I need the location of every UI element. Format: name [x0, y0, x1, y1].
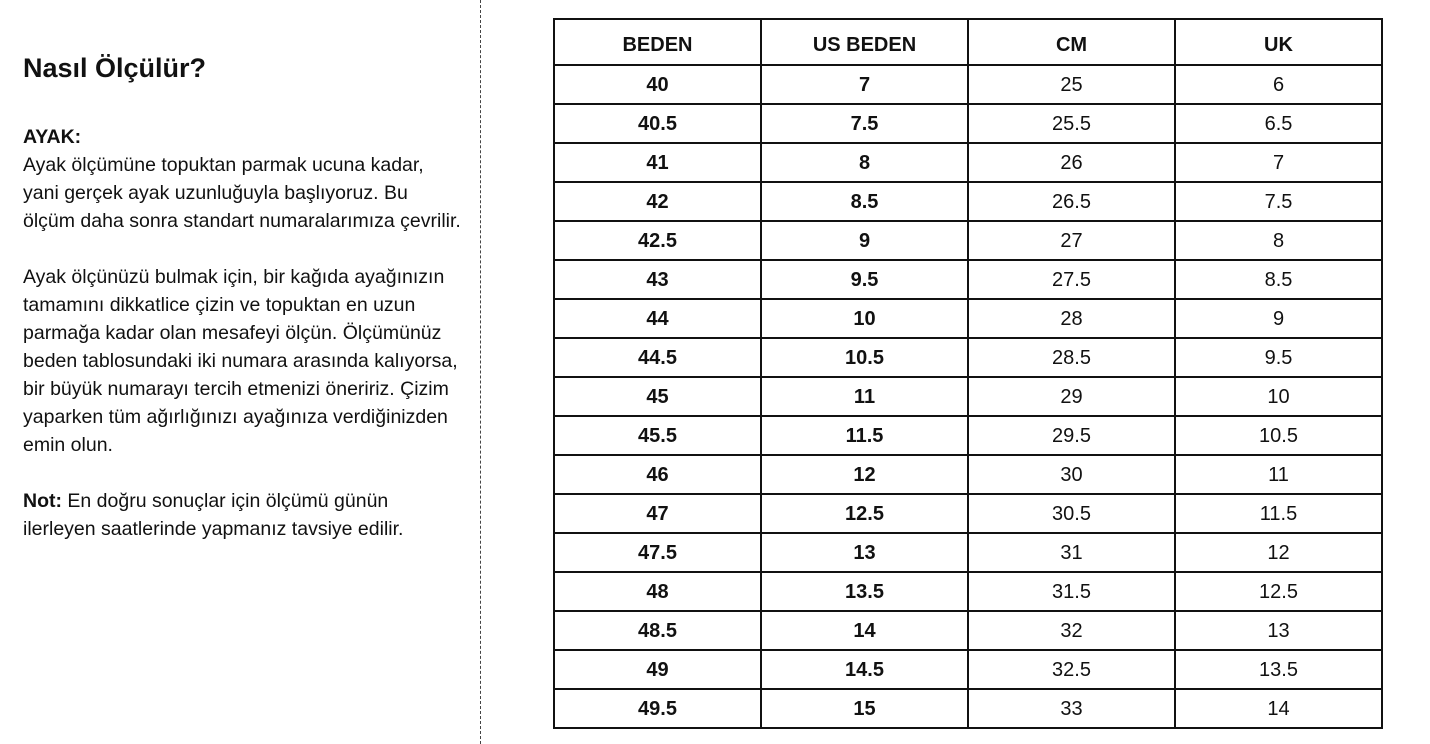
cell-beden: 48.5 [554, 611, 761, 650]
cell-us-beden: 12.5 [761, 494, 968, 533]
cell-beden: 41 [554, 143, 761, 182]
cell-beden: 49 [554, 650, 761, 689]
cell-uk: 13 [1175, 611, 1382, 650]
table-row [554, 182, 1382, 221]
table-row [554, 455, 1382, 494]
cell-cm: 29 [968, 377, 1175, 416]
table-row [554, 104, 1382, 143]
table-row [554, 299, 1382, 338]
cell-cm: 32.5 [968, 650, 1175, 689]
cell-beden: 47 [554, 494, 761, 533]
cell-us-beden: 7 [761, 65, 968, 104]
cell-cm: 27 [968, 221, 1175, 260]
cell-beden: 47.5 [554, 533, 761, 572]
cell-uk: 13.5 [1175, 650, 1382, 689]
table-row [554, 143, 1382, 182]
cell-cm: 30.5 [968, 494, 1175, 533]
cell-us-beden: 9.5 [761, 260, 968, 299]
note-label: Not: [23, 490, 62, 512]
cell-us-beden: 14 [761, 611, 968, 650]
table-row [554, 221, 1382, 260]
cell-us-beden: 10 [761, 299, 968, 338]
cell-uk: 11.5 [1175, 494, 1382, 533]
page-title: Nasıl Ölçülür? [23, 53, 207, 83]
table-row [554, 533, 1382, 572]
cell-cm: 26 [968, 143, 1175, 182]
table-body [554, 65, 1382, 728]
table-row [554, 338, 1382, 377]
cell-cm: 28.5 [968, 338, 1175, 377]
cell-cm: 33 [968, 689, 1175, 728]
header-beden: BEDEN [554, 19, 761, 65]
cell-beden: 46 [554, 455, 761, 494]
cell-us-beden: 7.5 [761, 104, 968, 143]
table-header [554, 19, 1382, 65]
guide-text [23, 123, 463, 543]
paragraph-spacer [23, 235, 463, 263]
cell-cm: 26.5 [968, 182, 1175, 221]
size-chart-table [553, 18, 1383, 729]
cell-us-beden: 11 [761, 377, 968, 416]
cell-cm: 25 [968, 65, 1175, 104]
cell-us-beden: 12 [761, 455, 968, 494]
cell-cm: 29.5 [968, 416, 1175, 455]
table-row [554, 377, 1382, 416]
cell-uk: 14 [1175, 689, 1382, 728]
cell-cm: 25.5 [968, 104, 1175, 143]
header-uk: UK [1175, 19, 1382, 65]
table-header-row [554, 19, 1382, 65]
cell-cm: 30 [968, 455, 1175, 494]
cell-beden: 49.5 [554, 689, 761, 728]
table-row [554, 572, 1382, 611]
table-row [554, 650, 1382, 689]
cell-beden: 48 [554, 572, 761, 611]
cell-beden: 40 [554, 65, 761, 104]
cell-uk: 10.5 [1175, 416, 1382, 455]
guide-paragraph-2: Ayak ölçünüzü bulmak için, bir kağıda ayağınızın tamamını dikkatlice çizin ve topuktan en uzun parmağa kadar olan mesafeyi ölçün. Ölçümünüz beden tablosundaki iki numara arasında kalıyorsa, bir büyük numarayı tercih etmenizi öneririz. Çizim yaparken tüm ağırlığınızı ayağınıza verdiğinizden emin olun. [23, 266, 458, 456]
cell-uk: 9 [1175, 299, 1382, 338]
cell-beden: 40.5 [554, 104, 761, 143]
cell-uk: 12.5 [1175, 572, 1382, 611]
cell-us-beden: 13 [761, 533, 968, 572]
cell-beden: 42 [554, 182, 761, 221]
cell-cm: 28 [968, 299, 1175, 338]
paragraph-spacer [23, 459, 463, 487]
guide-paragraph-1: Ayak ölçümüne topuktan parmak ucuna kadar, yani gerçek ayak uzunluğuyla başlıyoruz. Bu ölçüm daha sonra standart numaralarımıza çevrilir. [23, 154, 461, 232]
cell-us-beden: 8 [761, 143, 968, 182]
cell-uk: 7.5 [1175, 182, 1382, 221]
table-row [554, 611, 1382, 650]
cell-us-beden: 13.5 [761, 572, 968, 611]
cell-uk: 6.5 [1175, 104, 1382, 143]
cell-uk: 11 [1175, 455, 1382, 494]
vertical-divider [480, 0, 481, 744]
header-cm: CM [968, 19, 1175, 65]
cell-beden: 45.5 [554, 416, 761, 455]
measurement-guide-panel [23, 0, 463, 744]
cell-us-beden: 11.5 [761, 416, 968, 455]
cell-us-beden: 10.5 [761, 338, 968, 377]
cell-beden: 45 [554, 377, 761, 416]
table-row [554, 260, 1382, 299]
cell-beden: 44 [554, 299, 761, 338]
cell-beden: 42.5 [554, 221, 761, 260]
section-label: AYAK: [23, 126, 82, 148]
table-row [554, 65, 1382, 104]
cell-us-beden: 15 [761, 689, 968, 728]
cell-uk: 12 [1175, 533, 1382, 572]
cell-cm: 31.5 [968, 572, 1175, 611]
cell-cm: 32 [968, 611, 1175, 650]
cell-us-beden: 14.5 [761, 650, 968, 689]
cell-us-beden: 8.5 [761, 182, 968, 221]
cell-us-beden: 9 [761, 221, 968, 260]
cell-uk: 10 [1175, 377, 1382, 416]
cell-uk: 7 [1175, 143, 1382, 182]
cell-cm: 27.5 [968, 260, 1175, 299]
table-row [554, 416, 1382, 455]
note-text: En doğru sonuçlar için ölçümü günün ilerleyen saatlerinde yapmanız tavsiye edilir. [23, 490, 404, 540]
cell-uk: 6 [1175, 65, 1382, 104]
cell-uk: 9.5 [1175, 338, 1382, 377]
table-row [554, 689, 1382, 728]
cell-uk: 8 [1175, 221, 1382, 260]
header-us-beden: US BEDEN [761, 19, 968, 65]
cell-beden: 44.5 [554, 338, 761, 377]
cell-beden: 43 [554, 260, 761, 299]
guide-note [23, 487, 463, 543]
table-row [554, 494, 1382, 533]
cell-cm: 31 [968, 533, 1175, 572]
cell-uk: 8.5 [1175, 260, 1382, 299]
